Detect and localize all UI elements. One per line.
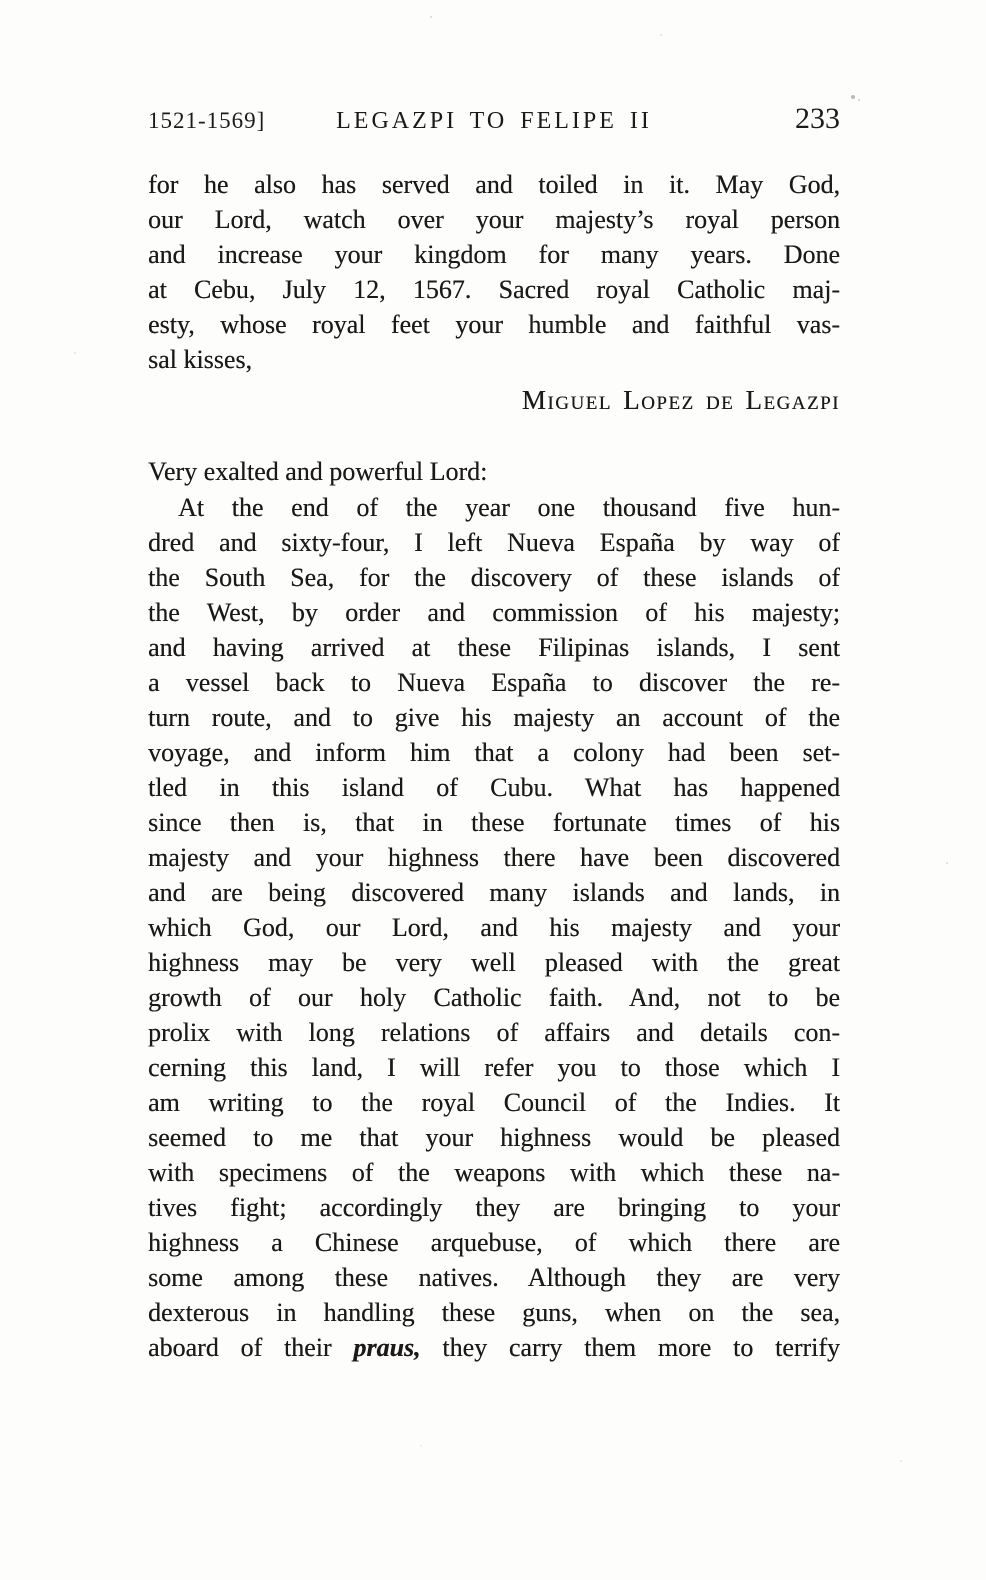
text-line: our Lord, watch over your majesty’s royal person <box>148 205 840 234</box>
text-line: with specimens of the weapons with which these na- <box>148 1158 840 1187</box>
text-line: and increase your kingdom for many years. Done <box>148 240 840 269</box>
text-line: highness a Chinese arquebuse, of which there are <box>148 1228 840 1257</box>
header-date-range: 1521-1569] <box>148 108 266 133</box>
scan-noise <box>0 0 2 2</box>
header-page-number: 233 <box>795 102 841 135</box>
text-segment: they carry them more to terrify <box>420 1333 840 1362</box>
text-line: the South Sea, for the discovery of these islands of <box>148 563 840 592</box>
text-line: tled in this island of Cubu. What has happened <box>148 773 840 802</box>
signature: Miguel Lopez de Legazpi <box>521 385 840 415</box>
text-line: sal kisses, <box>148 345 252 374</box>
text-line: cerning this land, I will refer you to those which I <box>148 1053 840 1082</box>
header-running-title: LEGAZPI TO FELIPE II <box>336 108 652 134</box>
text-line: tives fight; accordingly they are bringing to your <box>148 1193 840 1222</box>
text-line: am writing to the royal Council of the Indies. It <box>148 1088 840 1117</box>
text-line: prolix with long relations of affairs and details con- <box>148 1018 840 1047</box>
italic-term: praus, <box>353 1333 421 1362</box>
text-line: highness may be very well pleased with the great <box>148 948 840 977</box>
text-line: at Cebu, July 12, 1567. Sacred royal Catholic maj- <box>148 275 840 304</box>
text-line <box>148 1330 840 1365</box>
paragraph-letter-opening <box>148 490 840 1365</box>
text-line: dexterous in handling these guns, when on the sea, <box>148 1298 840 1327</box>
paragraph-letter-closing <box>148 167 840 377</box>
text-line: and having arrived at these Filipinas islands, I sent <box>148 633 840 662</box>
text-line: some among these natives. Although they are very <box>148 1263 840 1292</box>
text-line: seemed to me that your highness would be pleased <box>148 1123 840 1152</box>
text-line: for he also has served and toiled in it. May God, <box>148 170 840 199</box>
text-line: esty, whose royal feet your humble and faithful vas- <box>148 310 840 339</box>
running-head <box>148 102 840 136</box>
text-line: growth of our holy Catholic faith. And, not to be <box>148 983 840 1012</box>
text-line: At the end of the year one thousand five hun- <box>178 493 840 522</box>
text-line: voyage, and inform him that a colony had been set- <box>148 738 840 767</box>
text-line: and are being discovered many islands and lands, in <box>148 878 840 907</box>
text-line: which God, our Lord, and his majesty and your <box>148 913 840 942</box>
text-segment: aboard of their <box>148 1333 354 1362</box>
text-line: since then is, that in these fortunate times of his <box>148 808 840 837</box>
text-line: turn route, and to give his majesty an account of the <box>148 703 840 732</box>
text-line: majesty and your highness there have been discovered <box>148 843 840 872</box>
text-line: the West, by order and commission of his majesty; <box>148 598 840 627</box>
text-line: dred and sixty-four, I left Nueva España by way of <box>148 528 840 557</box>
salutation: Very exalted and powerful Lord: <box>148 457 488 486</box>
text-line: a vessel back to Nueva España to discover the re- <box>148 668 840 697</box>
page-body <box>148 167 840 1365</box>
